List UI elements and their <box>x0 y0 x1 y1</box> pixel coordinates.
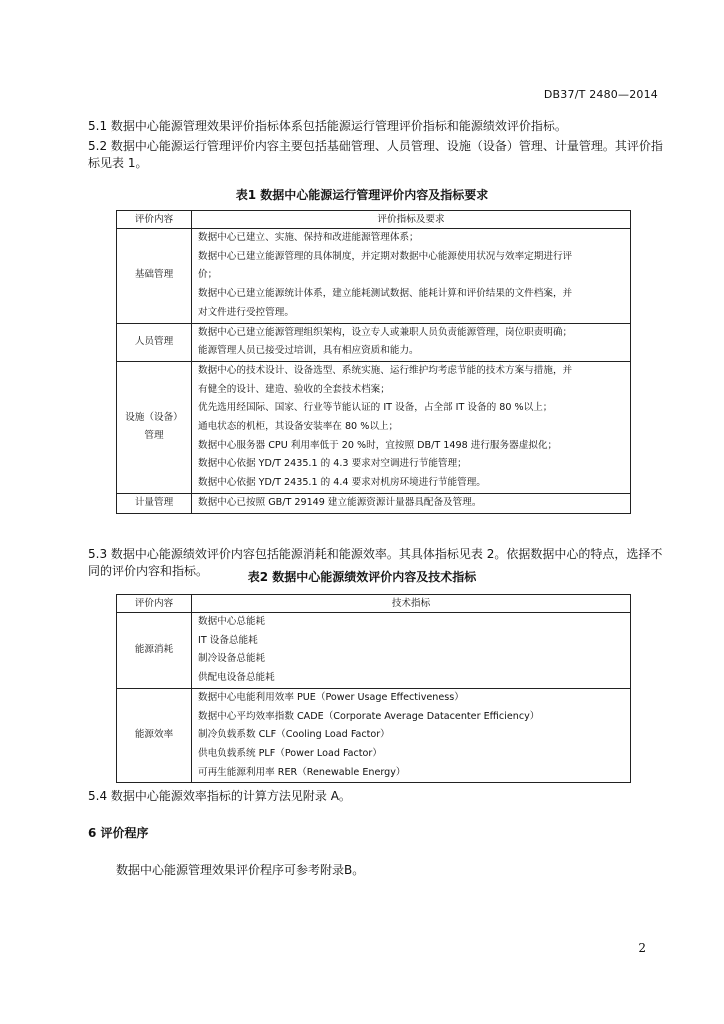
list-item: 制冷设备总能耗 <box>198 653 266 665</box>
clause-5-1: 5.1 数据中心能源管理效果评价指标体系包括能源运行管理评价指标和能源绩效评价指标。 <box>88 119 567 133</box>
table-row <box>117 688 631 783</box>
list-item: 供电负载系统 PLF（Power Load Factor） <box>198 747 382 759</box>
list-item: 优先选用经国际、国家、行业等节能认证的 IT 设备，占全部 IT 设备的 80 %以上； <box>198 402 553 414</box>
table2-category-efficiency: 能源效率 <box>117 688 192 783</box>
list-item: 数据中心依据 YD/T 2435.1 的 4.3 要求对空调进行节能管理； <box>198 458 467 470</box>
clause-5-3: 5.3 数据中心能源绩效评价内容包括能源消耗和能源效率。其具体指标见表 2。依据数据中心的特点，选择不同的评价内容和指标。 <box>88 547 663 578</box>
list-item: 数据中心服务器 CPU 利用率低于 20 %时，宜按照 DB/T 1498 进行服务器虚拟化； <box>198 439 558 451</box>
table2-indicators-consumption <box>192 613 631 689</box>
list-item: 数据中心平均效率指数 CADE（Corporate Average Datacenter Efficiency） <box>198 710 540 722</box>
table-row <box>117 361 631 493</box>
list-item: 数据中心已建立能源管理组织架构，设立专人或兼职人员负责能源管理，岗位职责明确； <box>198 326 573 338</box>
list-item: 可再生能源利用率 RER（Renewable Energy） <box>198 766 406 778</box>
list-item: 对文件进行受控管理。 <box>198 306 294 318</box>
list-item: 数据中心总能耗 <box>198 616 266 627</box>
table1-category-facilities <box>117 361 192 493</box>
list-item: 数据中心电能利用效率 PUE（Power Usage Effectiveness） <box>198 691 464 703</box>
page-number: 2 <box>638 941 646 955</box>
table2-caption: 表2 数据中心能源绩效评价内容及技术指标 <box>247 570 477 584</box>
table2-indicators-efficiency <box>192 688 631 783</box>
table-row <box>117 229 631 324</box>
category-line: 管理 <box>144 430 164 442</box>
table2-category-consumption: 能源消耗 <box>117 613 192 689</box>
table2-header-indicators: 技术指标 <box>192 595 631 613</box>
table1-category-personnel: 人员管理 <box>117 323 192 361</box>
table1-header-row <box>117 211 631 229</box>
list-item: IT 设备总能耗 <box>198 634 258 646</box>
list-item: 能源管理人员已接受过培训，具有相应资质和能力。 <box>198 345 419 357</box>
list-item: 数据中心的技术设计、设备选型、系统实施、运行维护均考虑节能的技术方案与措施，并 <box>198 364 573 376</box>
table2-header-row <box>117 595 631 613</box>
table-row <box>117 493 631 513</box>
table-row <box>117 323 631 361</box>
table1-category-basic: 基础管理 <box>117 229 192 324</box>
table1-header-category: 评价内容 <box>117 211 192 229</box>
list-item: 价； <box>198 269 218 281</box>
document-code: DB37/T 2480—2014 <box>543 88 658 101</box>
list-item: 数据中心已按照 GB/T 29149 建立能源资源计量器具配备及管理。 <box>198 496 482 508</box>
table2-header-category: 评价内容 <box>117 595 192 613</box>
table1-header-requirements: 评价指标及要求 <box>192 211 631 229</box>
category-line: 设施（设备） <box>125 411 183 423</box>
clause-5-4: 5.4 数据中心能源效率指标的计算方法见附录 A。 <box>88 789 351 803</box>
list-item: 有健全的设计、建造、验收的全套技术档案； <box>198 383 390 395</box>
table1-caption: 表1 数据中心能源运行管理评价内容及指标要求 <box>235 188 489 202</box>
list-item: 数据中心已建立能源统计体系，建立能耗测试数据、能耗计算和评价结果的文件档案，并 <box>198 288 573 300</box>
section-6-body: 数据中心能源管理效果评价程序可参考附录B。 <box>116 863 365 877</box>
table1 <box>116 210 631 514</box>
list-item: 供配电设备总能耗 <box>198 672 275 684</box>
table1-requirements-personnel <box>192 323 631 361</box>
table1-requirements-facilities <box>192 361 631 493</box>
list-item: 数据中心已建立、实施、保持和改进能源管理体系； <box>198 232 419 243</box>
table2 <box>116 594 631 783</box>
table1-requirements-basic <box>192 229 631 324</box>
clause-5-2: 5.2 数据中心能源运行管理评价内容主要包括基础管理、人员管理、设施（设备）管理、计量管理。其评价指标见表 1。 <box>88 139 663 170</box>
list-item: 数据中心已建立能源管理的具体制度，并定期对数据中心能源使用状况与效率定期进行评 <box>198 250 573 262</box>
table1-requirements-metering <box>192 493 631 513</box>
list-item: 制冷负载系数 CLF（Cooling Load Factor） <box>198 729 390 741</box>
table-row <box>117 613 631 689</box>
section-6-heading: 6 评价程序 <box>88 826 149 840</box>
table1-category-metering: 计量管理 <box>117 493 192 513</box>
list-item: 通电状态的机柜，其设备安装率在 80 %以上； <box>198 421 399 433</box>
list-item: 数据中心依据 YD/T 2435.1 的 4.4 要求对机房环境进行节能管理。 <box>198 477 486 489</box>
